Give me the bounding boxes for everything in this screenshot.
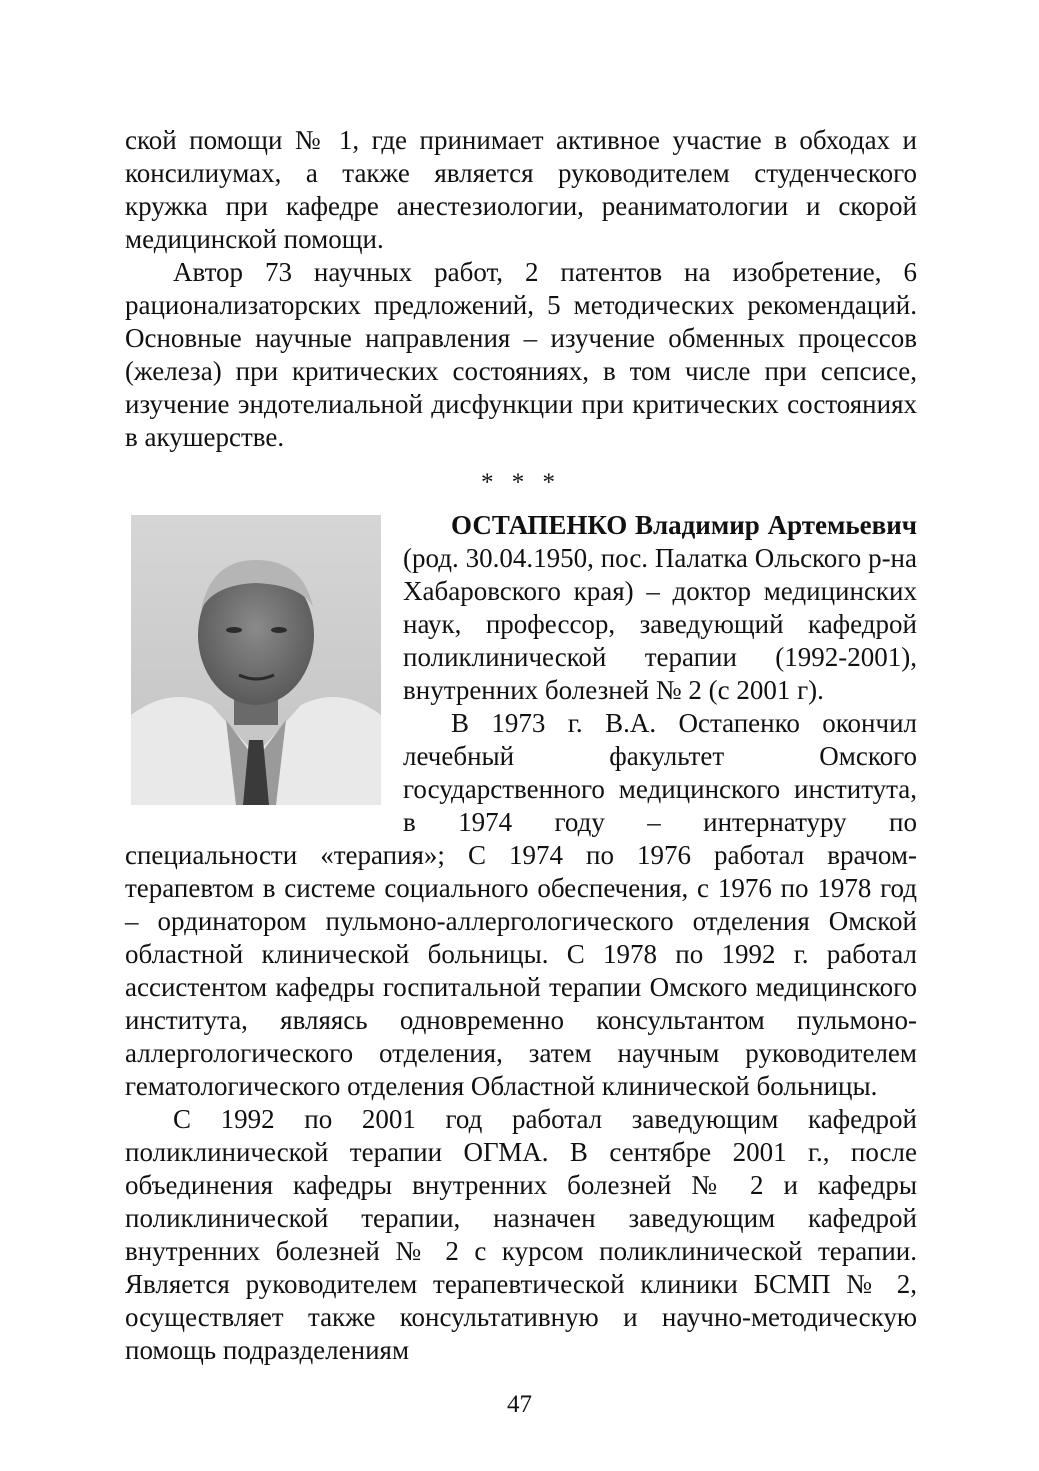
bio-name: ОСТАПЕНКО Владимир Артемьевич [451, 510, 917, 540]
paragraph-1: ской помощи № 1, где принимает активное участие в обходах и консилиумах, а также является руководителем студенческого кружка при кафедре анестезиологии, реаниматологии и скорой медицинской помощи. [125, 125, 917, 254]
paragraph-2: Автор 73 научных работ, 2 патентов на изобретение, 6 рационализаторских предложений, 5 методических рекомендаций. Основные научные направления – изучение обменных процессов (железа) при критических состояниях, в том числе при сепсисе, изучение эндотелиальной дисфункции при критических состояниях в акушерстве. [125, 257, 917, 452]
paragraph-4: С 1992 по 2001 год работал заведующим кафедрой поликлинической терапии ОГМА. В сентябре 2001 г., после объединения кафедры внутренних болезней № 2 и кафедры поликлинической терапии, назначен заведующим кафедрой внутренних болезней № 2 с курсом поликлинической терапии. Является руководителем терапевтической клиники БСМП № 2, осуществляет также консультативную и научно-методическую помощь подразделениям [125, 1104, 917, 1365]
page-number: 47 [507, 1391, 532, 1418]
portrait-illustration [131, 515, 381, 805]
paragraph-3: В 1973 г. В.А. Остапенко окончил лечебный факультет Омского государственного медицинского института, в 1974 году – интернатуру по специальности «терапия»; С 1974 по 1976 работал врачом-терапевтом в системе социального обеспечения, с 1976 по 1978 год – ординатором пульмоно-аллергологического отделения Омской областной клинической больницы. С 1978 по 1992 г. работал ассистентом кафедры госпитальной терапии Омского медицинского института, являясь одновременно консультантом пульмоно-аллергологического отделения, затем научным руководителем гематологического отделения Областной клинической больницы. [125, 708, 917, 1101]
page-content [125, 124, 917, 1367]
bio-details: (род. 30.04.1950, пос. Палатка Ольского р-на Хабаровского края) – доктор медицинских наук, профессор, заведующий кафедрой поликлинической терапии (1992-2001), внутренних болезней № 2 (с 2001 г). [403, 543, 917, 705]
portrait-photo [131, 515, 381, 805]
section-separator: * * * [481, 469, 561, 496]
